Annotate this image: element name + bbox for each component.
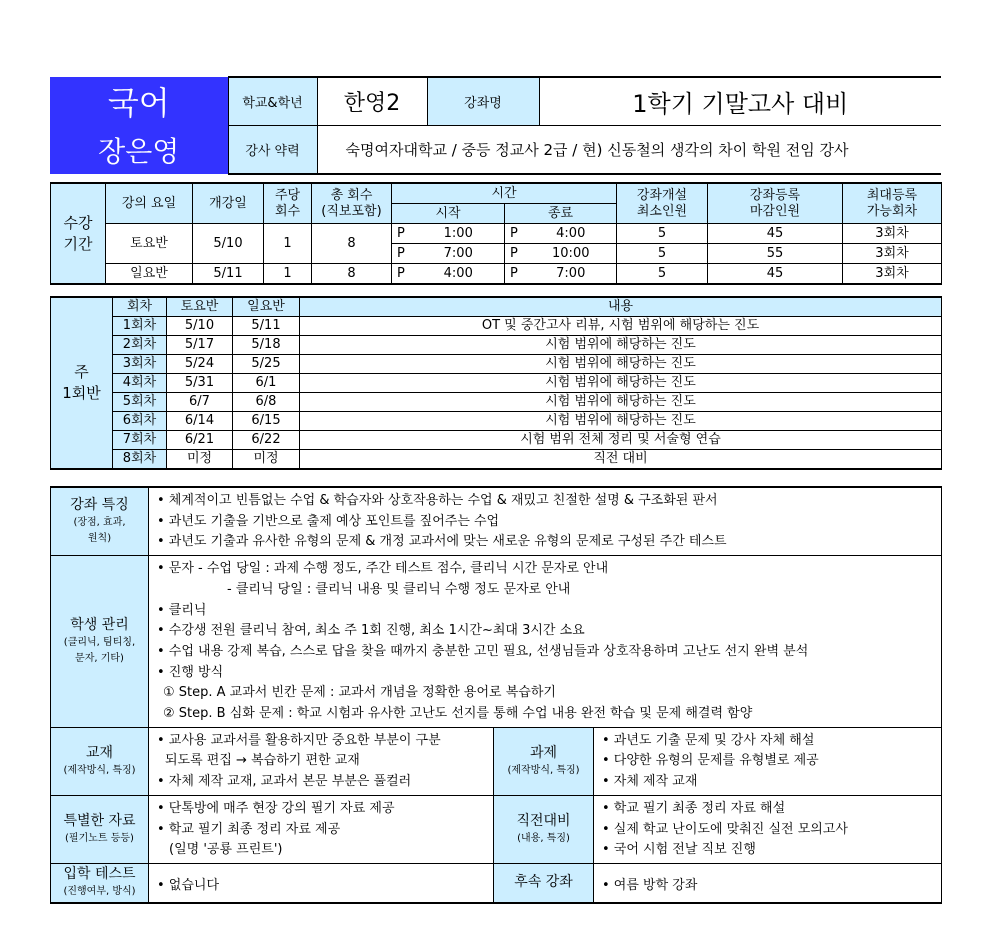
final-prep-line: • 학교 필기 최종 정리 자료 해설 xyxy=(602,800,786,816)
career-value: 숙명여자대학교 / 중등 정교사 2급 / 현) 신동철의 생각의 차이 학원 전임 강사 xyxy=(317,126,941,175)
sat-slot1-end-period: P xyxy=(505,224,526,244)
weekly-content: 직전 대비 xyxy=(300,450,942,470)
final-prep-line: • 국어 시험 전날 직보 진행 xyxy=(602,842,756,858)
weekly-sun-date: 미정 xyxy=(233,450,300,470)
sun-start-period: P xyxy=(392,264,413,285)
features-content xyxy=(149,487,942,556)
final-prep-label: 직전대비 (내용, 특징) xyxy=(494,795,594,863)
weekly-session: 8회차 xyxy=(113,450,167,470)
course-name-label: 강좌명 xyxy=(427,77,539,126)
entrance-test-value: • 없습니다 xyxy=(149,863,494,903)
follow-up-value: • 여름 방학 강좌 xyxy=(594,863,942,903)
col-total: 총 회수 (직보포함) xyxy=(312,183,392,224)
weekly-sun-date: 6/15 xyxy=(233,412,300,431)
final-prep-line: • 실제 학교 난이도에 맞춰진 실전 모의고사 xyxy=(602,821,848,837)
sun-weekly: 1 xyxy=(264,264,312,285)
sat-slot1-deadline: 45 xyxy=(708,224,843,244)
schedule-side-label: 수강 기간 xyxy=(51,183,106,284)
follow-up-label: 후속 강좌 xyxy=(494,863,594,903)
sat-slot2-deadline: 55 xyxy=(708,244,843,264)
weekly-row xyxy=(51,450,942,470)
col-content: 내용 xyxy=(300,297,942,317)
homework-line: • 다양한 유형의 문제를 유형별로 제공 xyxy=(602,753,819,769)
management-line: • 수강생 전원 클리닉 참여, 최소 주 1회 진행, 최소 1시간~최대 3시간 소요 xyxy=(157,623,585,639)
sat-slot2-end-period: P xyxy=(505,244,526,264)
features-line: • 과년도 기출을 기반으로 출제 예상 포인트를 짚어주는 수업 xyxy=(157,513,500,529)
homework-content xyxy=(594,727,942,795)
sat-slot2-min: 5 xyxy=(617,244,708,264)
weekly-row xyxy=(51,431,942,450)
weekly-sun-date: 6/8 xyxy=(233,393,300,412)
homework-line: • 과년도 기출 문제 및 강사 자체 해설 xyxy=(602,732,815,748)
homework-line: • 자체 제작 교재 xyxy=(602,774,698,790)
weekly-sun-date: 5/18 xyxy=(233,336,300,355)
materials-content xyxy=(149,795,494,863)
management-line: ① Step. A 교과서 빈칸 문제 : 교과서 개념을 정확한 용어로 복습하기 xyxy=(163,685,556,701)
weekly-session: 3회차 xyxy=(113,355,167,374)
entrance-test-label: 입학 테스트 (진행여부, 방식) xyxy=(51,863,149,903)
weekly-row xyxy=(51,336,942,355)
sat-start: 5/10 xyxy=(193,224,264,264)
sun-day: 일요반 xyxy=(106,264,193,285)
final-prep-content xyxy=(594,795,942,863)
weekly-sat-date: 5/17 xyxy=(167,336,233,355)
weekly-sat-date: 6/7 xyxy=(167,393,233,412)
weekly-plan-table xyxy=(50,296,942,470)
weekly-content: OT 및 중간고사 리뷰, 시험 범위에 해당하는 진도 xyxy=(300,317,942,336)
sat-slot1-max: 3회차 xyxy=(843,224,942,244)
management-line: • 클리닉 xyxy=(157,602,207,618)
materials-line: (일명 '공룡 프린트') xyxy=(169,842,283,858)
weekly-content: 시험 범위 전체 정리 및 서술형 연습 xyxy=(300,431,942,450)
col-sun: 일요반 xyxy=(233,297,300,317)
weekly-sat-date: 5/10 xyxy=(167,317,233,336)
sat-weekly: 1 xyxy=(264,224,312,264)
textbook-line: • 교사용 교과서를 활용하지만 중요한 부분이 구분 xyxy=(157,732,441,748)
col-max: 최대등록 가능회차 xyxy=(843,183,942,224)
textbook-line: 되도록 편집 → 복습하기 편한 교재 xyxy=(165,753,360,769)
weekly-row xyxy=(51,355,942,374)
weekly-session: 2회차 xyxy=(113,336,167,355)
col-sat: 토요반 xyxy=(167,297,233,317)
weekly-sat-date: 미정 xyxy=(167,450,233,470)
management-line: - 클리닉 당일 : 클리닉 내용 및 클리닉 수행 정도 문자로 안내 xyxy=(227,581,571,597)
sat-slot1-start-time: 1:00 xyxy=(413,224,505,244)
schedule-table xyxy=(50,182,942,285)
sat-slot1-start-period: P xyxy=(392,224,413,244)
weekly-row xyxy=(51,374,942,393)
course-name-value: 1학기 기말고사 대비 xyxy=(539,77,941,126)
col-day: 강의 요일 xyxy=(106,183,193,224)
sat-slot1-min: 5 xyxy=(617,224,708,244)
weekly-row xyxy=(51,317,942,336)
sat-slot2-end-time: 10:00 xyxy=(526,244,617,264)
materials-label: 특별한 자료 (필기노트 등등) xyxy=(51,795,149,863)
textbook-line: • 자체 제작 교재, 교과서 본문 부분은 풀컬러 xyxy=(157,774,412,790)
management-line: • 수업 내용 강제 복습, 스스로 답을 찾을 때까지 충분한 고민 필요, 선생님들과 상호작용하며 고난도 선지 완벽 분석 xyxy=(157,643,809,659)
col-session: 회차 xyxy=(113,297,167,317)
col-time-end: 종료 xyxy=(505,204,617,224)
weekly-sat-date: 6/14 xyxy=(167,412,233,431)
management-label: 학생 관리 (클리닉, 팀티칭, 문자, 기타) xyxy=(51,556,149,728)
course-header xyxy=(50,76,941,175)
career-label: 강사 약력 xyxy=(228,126,317,175)
management-line: ② Step. B 심화 문제 : 학교 시험과 유사한 고난도 선지를 통해 수업 내용 완전 학습 및 문제 해결력 함양 xyxy=(163,706,753,722)
weekly-session: 5회차 xyxy=(113,393,167,412)
sat-slot2-start-period: P xyxy=(392,244,413,264)
materials-line: • 단톡방에 매주 현장 강의 필기 자료 제공 xyxy=(157,800,395,816)
weekly-sun-date: 5/25 xyxy=(233,355,300,374)
weekly-sat-date: 5/24 xyxy=(167,355,233,374)
weekly-sun-date: 5/11 xyxy=(233,317,300,336)
management-line: • 진행 방식 xyxy=(157,664,224,680)
sat-total: 8 xyxy=(312,224,392,264)
weekly-sat-date: 6/21 xyxy=(167,431,233,450)
sat-day: 토요반 xyxy=(106,224,193,264)
sun-deadline: 45 xyxy=(708,264,843,285)
weekly-content: 시험 범위에 해당하는 진도 xyxy=(300,393,942,412)
features-label: 강좌 특징 (장점, 효과, 원칙) xyxy=(51,487,149,556)
col-min: 강좌개설 최소인원 xyxy=(617,183,708,224)
subject-title: 국어 xyxy=(50,77,228,126)
weekly-session: 4회차 xyxy=(113,374,167,393)
weekly-side-label: 주 1회반 xyxy=(51,297,113,469)
sat-slot1-end-time: 4:00 xyxy=(526,224,617,244)
textbook-label: 교재 (제작방식, 특징) xyxy=(51,727,149,795)
sun-max: 3회차 xyxy=(843,264,942,285)
school-grade-label: 학교&학년 xyxy=(228,77,317,126)
col-deadline: 강좌등록 마감인원 xyxy=(708,183,843,224)
weekly-session: 6회차 xyxy=(113,412,167,431)
school-grade-value: 한영2 xyxy=(317,77,427,126)
weekly-row xyxy=(51,412,942,431)
sun-total: 8 xyxy=(312,264,392,285)
sun-start-time: 4:00 xyxy=(413,264,505,285)
weekly-sun-date: 6/22 xyxy=(233,431,300,450)
col-time-start: 시작 xyxy=(392,204,505,224)
features-line: • 체계적이고 빈틈없는 수업 & 학습자와 상호작용하는 수업 & 재밌고 친절한 설명 & 구조화된 판서 xyxy=(157,493,718,508)
weekly-content: 시험 범위에 해당하는 진도 xyxy=(300,374,942,393)
teacher-name: 장은영 xyxy=(50,126,228,175)
features-line: • 과년도 기출과 유사한 유형의 문제 & 개정 교과서에 맞는 새로운 유형의 문제로 구성된 주간 테스트 xyxy=(157,534,727,550)
col-weekly: 주당 회수 xyxy=(264,183,312,224)
sat-slot2-start-time: 7:00 xyxy=(413,244,505,264)
weekly-session: 1회차 xyxy=(113,317,167,336)
weekly-content: 시험 범위에 해당하는 진도 xyxy=(300,336,942,355)
weekly-sun-date: 6/1 xyxy=(233,374,300,393)
textbook-content xyxy=(149,727,494,795)
weekly-row xyxy=(51,393,942,412)
col-start-date: 개강일 xyxy=(193,183,264,224)
weekly-content: 시험 범위에 해당하는 진도 xyxy=(300,412,942,431)
weekly-session: 7회차 xyxy=(113,431,167,450)
management-line: • 문자 - 수업 당일 : 과제 수행 정도, 주간 테스트 점수, 클리닉 시간 문자로 안내 xyxy=(157,561,609,577)
sat-slot2-max: 3회차 xyxy=(843,244,942,264)
sun-end-period: P xyxy=(505,264,526,285)
homework-label: 과제 (제작방식, 특징) xyxy=(494,727,594,795)
management-content xyxy=(149,556,942,728)
weekly-content: 시험 범위에 해당하는 진도 xyxy=(300,355,942,374)
sun-min: 5 xyxy=(617,264,708,285)
col-time: 시간 xyxy=(392,183,617,204)
weekly-sat-date: 5/31 xyxy=(167,374,233,393)
materials-line: • 학교 필기 최종 정리 자료 제공 xyxy=(157,821,341,837)
sun-end-time: 7:00 xyxy=(526,264,617,285)
course-info-table xyxy=(50,486,942,904)
sun-start: 5/11 xyxy=(193,264,264,285)
